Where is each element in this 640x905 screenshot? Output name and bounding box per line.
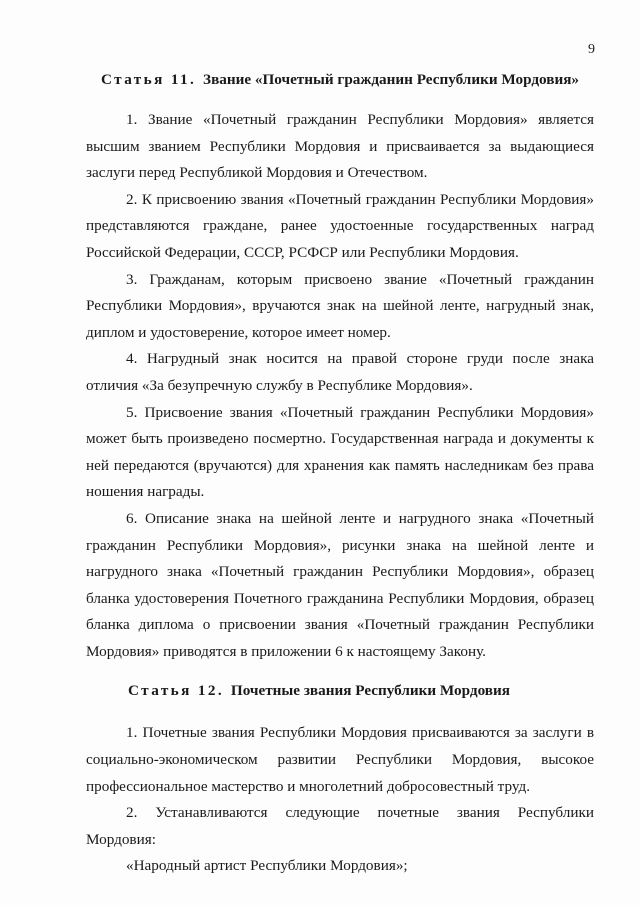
article-11-heading [86, 70, 594, 90]
article-12-paragraph-2: 2. Устанавливаются следующие почетные звания Республики Мордовия: [86, 804, 594, 848]
article-11-paragraph-3: 3. Гражданам, которым присвоено звание «Почетный гражданин Республики Мордовия», вручаются знак на шейной ленте, нагрудный знак, диплом и удостоверение, которое имеет номер. [86, 270, 594, 341]
article-11-title: Звание «Почетный гражданин Республики Мордовия» [203, 71, 580, 88]
article-11-prefix: Статья 11. [100, 71, 197, 88]
article-12-list-item: «Народный артист Республики Мордовия»; [126, 857, 408, 875]
article-12-title: Почетные звания Республики Мордовия [230, 682, 510, 700]
article-12-prefix: Статья 12. [128, 682, 225, 700]
article-11-paragraph-1: 1. Звание «Почетный гражданин Республики Мордовия» является высшим званием Республики Мордовия и присваивается за выдающиеся заслуги перед Республикой Мордовия и Отечеством. [86, 111, 594, 182]
document-body [86, 70, 594, 880]
page-number: 9 [588, 42, 595, 57]
article-11-paragraph-4: 4. Нагрудный знак носится на правой стороне груди после знака отличия «За безупречную службу в Республике Мордовия». [86, 350, 594, 394]
article-12-heading [86, 681, 594, 701]
article-12-paragraph-1: 1. Почетные звания Республики Мордовия присваиваются за заслуги в социально-экономическом развитии Республики Мордовия, высокое профессиональное мастерство и многолетний добросовестный труд. [86, 724, 594, 795]
article-11-paragraph-5: 5. Присвоение звания «Почетный гражданин Республики Мордовия» может быть произведено посмертно. Государственная награда и документы к ней передаются (вручаются) для хранения как память наследникам без права ношения награды. [86, 403, 594, 501]
article-11-paragraph-2: 2. К присвоению звания «Почетный гражданин Республики Мордовия» представляются граждане, ранее удостоенные государственных наград Российской Федерации, СССР, РСФСР или Республики Мордовия. [86, 190, 594, 261]
article-11-paragraph-6: 6. Описание знака на шейной ленте и нагрудного знака «Почетный гражданин Республики Мордовия», рисунки знака на шейной ленте и нагрудного знака «Почетный гражданин Республики Мордовия», образец бланка удостоверения Почетного гражданина Республики Мордовия, образец бланка диплома о присвоении звания «Почетный гражданин Республики Мордовия» приводятся в приложении 6 к настоящему Закону. [86, 509, 594, 660]
